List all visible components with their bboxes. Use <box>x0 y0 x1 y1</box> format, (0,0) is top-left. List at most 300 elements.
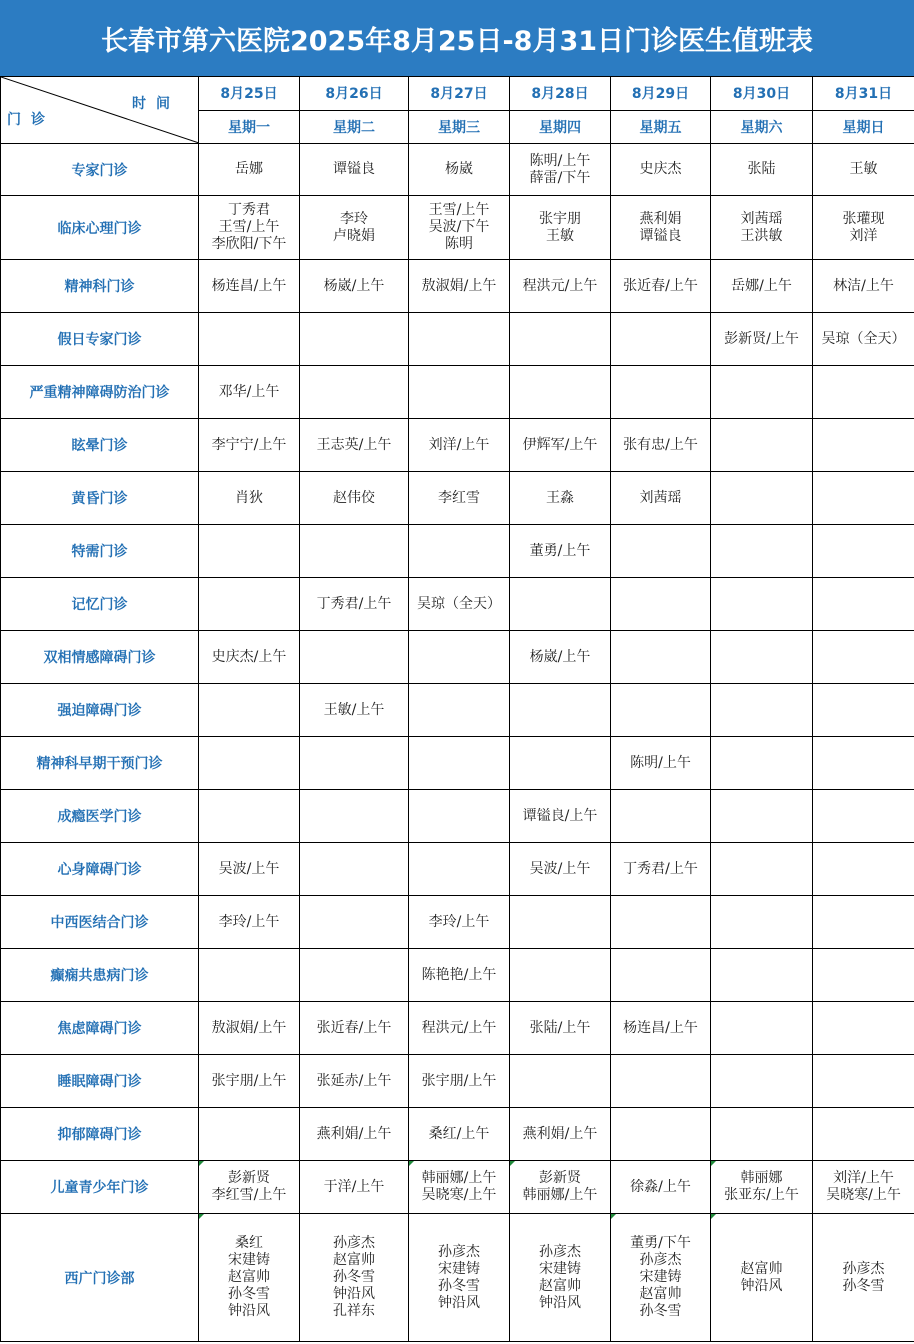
table-row <box>1 196 914 260</box>
schedule-cell <box>813 790 914 843</box>
schedule-cell <box>711 790 813 843</box>
doctor-entry: 孙冬雪 <box>438 1277 480 1294</box>
schedule-cell <box>813 684 914 737</box>
doctor-entry: 刘洋/上午 <box>428 436 490 453</box>
table-row <box>1 843 914 896</box>
doctor-entry: 赵富帅 <box>639 1286 682 1302</box>
schedule-cell <box>300 578 409 631</box>
schedule-cell <box>300 790 409 843</box>
doctor-entry: 赵富帅 <box>539 1277 581 1294</box>
date-header: 8月31日 <box>813 77 914 111</box>
table-row <box>1 419 914 472</box>
schedule-cell <box>409 1108 510 1161</box>
schedule-cell <box>199 1161 300 1214</box>
schedule-cell <box>300 313 409 366</box>
doctor-entry: 谭镒良 <box>333 161 375 177</box>
doctor-entry: 程洪元/上午 <box>421 1019 497 1036</box>
clinic-name: 焦虑障碍门诊 <box>1 1002 199 1055</box>
schedule-cell <box>300 1214 409 1342</box>
doctor-entry: 张宇朋/上午 <box>211 1072 287 1089</box>
doctor-entry: 孙彦杰 <box>539 1243 581 1260</box>
doctor-entry: 孔祥东 <box>333 1303 375 1319</box>
doctor-entry: 薛雷/下午 <box>529 169 591 186</box>
duty-schedule-table <box>0 76 914 1342</box>
schedule-cell <box>510 1108 611 1161</box>
doctor-entry: 李欣阳/下午 <box>211 236 287 252</box>
doctor-entry: 董勇/下午 <box>630 1235 691 1251</box>
doctor-entry: 王雪/上午 <box>428 202 490 218</box>
doctor-entry: 吴波/上午 <box>529 860 591 877</box>
schedule-cell <box>611 1214 711 1342</box>
clinic-name: 西广门诊部 <box>1 1214 199 1342</box>
date-header: 8月26日 <box>300 77 409 111</box>
schedule-cell <box>409 1055 510 1108</box>
table-row <box>1 790 914 843</box>
schedule-cell <box>199 896 300 949</box>
schedule-cell <box>300 419 409 472</box>
schedule-cell <box>711 1161 813 1214</box>
clinic-name: 儿童青少年门诊 <box>1 1161 199 1214</box>
schedule-cell <box>510 1055 611 1108</box>
doctor-entry: 彭新贤/上午 <box>724 330 799 347</box>
doctor-entry: 赵伟佼 <box>333 489 375 506</box>
schedule-cell <box>813 896 914 949</box>
schedule-cell <box>199 472 300 525</box>
doctor-entry: 敖淑娟/上午 <box>421 277 497 294</box>
clinic-name: 临床心理门诊 <box>1 196 199 260</box>
schedule-cell <box>199 1002 300 1055</box>
schedule-cell <box>611 525 711 578</box>
schedule-cell <box>300 1108 409 1161</box>
schedule-cell <box>611 843 711 896</box>
table-row <box>1 1161 914 1214</box>
schedule-cell <box>711 1002 813 1055</box>
schedule-cell <box>510 144 611 196</box>
schedule-cell <box>300 949 409 1002</box>
schedule-cell <box>611 419 711 472</box>
doctor-entry: 于洋/上午 <box>323 1178 385 1195</box>
schedule-cell <box>711 313 813 366</box>
doctor-entry: 李宁宁/上午 <box>211 436 287 453</box>
date-header: 8月30日 <box>711 77 813 111</box>
table-row <box>1 1214 914 1342</box>
schedule-cell <box>510 260 611 313</box>
schedule-cell <box>611 790 711 843</box>
schedule-cell <box>409 313 510 366</box>
schedule-cell <box>813 472 914 525</box>
doctor-entry: 彭新贤 <box>228 1170 270 1186</box>
doctor-entry: 杨崴/上午 <box>529 648 591 665</box>
schedule-cell <box>611 737 711 790</box>
schedule-cell <box>611 949 711 1002</box>
schedule-cell <box>510 196 611 260</box>
schedule-body <box>1 144 914 1342</box>
schedule-cell <box>510 843 611 896</box>
schedule-cell <box>199 949 300 1002</box>
doctor-entry: 王志英/上午 <box>316 436 392 453</box>
clinic-name: 特需门诊 <box>1 525 199 578</box>
doctor-entry: 李玲 <box>340 210 368 227</box>
date-header: 8月25日 <box>199 77 300 111</box>
schedule-cell <box>409 472 510 525</box>
schedule-cell <box>199 144 300 196</box>
schedule-cell <box>813 1161 914 1214</box>
schedule-cell <box>300 684 409 737</box>
doctor-entry: 敖淑娟/上午 <box>211 1019 287 1036</box>
doctor-entry: 陈明/上午 <box>529 152 591 169</box>
clinic-name: 成瘾医学门诊 <box>1 790 199 843</box>
doctor-entry: 吴晓寒/上午 <box>421 1187 497 1203</box>
schedule-cell <box>611 1055 711 1108</box>
doctor-entry: 陈明 <box>445 236 473 252</box>
table-row <box>1 949 914 1002</box>
schedule-cell <box>199 260 300 313</box>
doctor-entry: 张延赤/上午 <box>316 1072 392 1089</box>
schedule-cell <box>611 366 711 419</box>
doctor-entry: 孙冬雪 <box>842 1277 885 1294</box>
schedule-cell <box>711 472 813 525</box>
schedule-cell <box>199 1214 300 1342</box>
schedule-cell <box>300 472 409 525</box>
doctor-entry: 谭镒良 <box>639 227 682 244</box>
schedule-cell <box>510 1002 611 1055</box>
weekday-header: 星期六 <box>711 110 813 144</box>
doctor-entry: 张陆 <box>747 161 776 177</box>
table-row <box>1 896 914 949</box>
schedule-cell <box>510 366 611 419</box>
doctor-entry: 王敏/上午 <box>323 701 385 718</box>
clinic-name: 双相情感障碍门诊 <box>1 631 199 684</box>
doctor-entry: 李红雪/上午 <box>211 1187 287 1203</box>
schedule-cell <box>611 196 711 260</box>
schedule-cell <box>409 737 510 790</box>
schedule-cell <box>510 684 611 737</box>
schedule-cell <box>813 144 914 196</box>
doctor-entry: 伊辉军/上午 <box>522 436 598 453</box>
header-date-row <box>1 77 914 111</box>
doctor-entry: 张宇朋/上午 <box>421 1072 497 1089</box>
schedule-cell <box>300 896 409 949</box>
clinic-name: 记忆门诊 <box>1 578 199 631</box>
doctor-entry: 赵富帅 <box>740 1260 783 1277</box>
schedule-cell <box>300 366 409 419</box>
doctor-entry: 孙冬雪 <box>333 1269 375 1285</box>
doctor-entry: 孙彦杰 <box>639 1252 682 1268</box>
schedule-cell <box>711 949 813 1002</box>
schedule-cell <box>611 578 711 631</box>
doctor-entry: 宋建铸 <box>539 1260 581 1277</box>
doctor-entry: 吴琼（全天） <box>417 595 501 612</box>
clinic-name: 假日专家门诊 <box>1 313 199 366</box>
doctor-entry: 宋建铸 <box>228 1252 270 1268</box>
schedule-cell <box>409 366 510 419</box>
doctor-entry: 韩丽娜 <box>740 1170 783 1186</box>
doctor-entry: 钟沿风 <box>539 1294 581 1311</box>
doctor-entry: 陈明/上午 <box>630 754 691 771</box>
clinic-name: 抑郁障碍门诊 <box>1 1108 199 1161</box>
clinic-name: 眩晕门诊 <box>1 419 199 472</box>
schedule-cell <box>409 790 510 843</box>
schedule-cell <box>813 631 914 684</box>
schedule-cell <box>199 1055 300 1108</box>
doctor-entry: 刘洋 <box>849 227 878 244</box>
corner-header-cell <box>1 77 199 144</box>
doctor-entry: 赵富帅 <box>228 1269 270 1285</box>
weekday-header: 星期一 <box>199 110 300 144</box>
doctor-entry: 张有忠/上午 <box>623 436 698 453</box>
schedule-cell <box>711 1108 813 1161</box>
doctor-entry: 孙彦杰 <box>842 1260 885 1277</box>
table-row <box>1 472 914 525</box>
doctor-entry: 王敏 <box>849 161 878 177</box>
doctor-entry: 彭新贤 <box>539 1170 581 1186</box>
doctor-entry: 赵富帅 <box>333 1252 375 1268</box>
schedule-cell <box>409 843 510 896</box>
schedule-cell <box>813 366 914 419</box>
schedule-cell <box>199 843 300 896</box>
doctor-entry: 钟沿风 <box>438 1294 480 1311</box>
doctor-entry: 李玲/上午 <box>428 913 490 930</box>
schedule-cell <box>199 790 300 843</box>
doctor-entry: 钟沿风 <box>740 1277 783 1294</box>
weekday-header: 星期二 <box>300 110 409 144</box>
table-row <box>1 737 914 790</box>
table-row <box>1 366 914 419</box>
clinic-name: 精神科门诊 <box>1 260 199 313</box>
doctor-entry: 燕利娟/上午 <box>316 1125 392 1142</box>
doctor-entry: 孙冬雪 <box>228 1286 270 1302</box>
clinic-name: 心身障碍门诊 <box>1 843 199 896</box>
page-title: 长春市第六医院2025年8月25日-8月31日门诊医生值班表 <box>0 0 914 76</box>
schedule-cell <box>409 1002 510 1055</box>
table-row <box>1 578 914 631</box>
schedule-cell <box>711 196 813 260</box>
doctor-entry: 韩丽娜/上午 <box>522 1187 598 1203</box>
table-row <box>1 684 914 737</box>
schedule-cell <box>813 196 914 260</box>
schedule-cell <box>813 843 914 896</box>
doctor-entry: 吴波/上午 <box>218 860 280 877</box>
doctor-entry: 吴琼（全天） <box>821 330 906 347</box>
schedule-cell <box>611 472 711 525</box>
doctor-entry: 杨崴 <box>445 161 473 177</box>
weekday-header: 星期四 <box>510 110 611 144</box>
schedule-cell <box>199 684 300 737</box>
doctor-entry: 岳娜 <box>235 161 263 177</box>
schedule-cell <box>510 896 611 949</box>
schedule-cell <box>300 525 409 578</box>
clinic-name: 精神科早期干预门诊 <box>1 737 199 790</box>
doctor-entry: 钟沿风 <box>228 1303 270 1319</box>
schedule-cell <box>409 1214 510 1342</box>
clinic-name: 癫痫共患病门诊 <box>1 949 199 1002</box>
doctor-entry: 宋建铸 <box>639 1269 682 1285</box>
schedule-cell <box>199 419 300 472</box>
schedule-cell <box>813 578 914 631</box>
doctor-entry: 徐淼/上午 <box>630 1178 691 1195</box>
schedule-cell <box>813 260 914 313</box>
table-row <box>1 525 914 578</box>
schedule-cell <box>510 1214 611 1342</box>
weekday-header: 星期三 <box>409 110 510 144</box>
schedule-cell <box>711 1214 813 1342</box>
doctor-entry: 李红雪 <box>438 489 480 506</box>
schedule-cell <box>813 1055 914 1108</box>
doctor-entry: 燕利娟 <box>639 210 682 227</box>
doctor-entry: 李玲/上午 <box>218 913 280 930</box>
schedule-cell <box>711 737 813 790</box>
schedule-cell <box>510 578 611 631</box>
doctor-entry: 程洪元/上午 <box>522 277 598 294</box>
schedule-cell <box>711 631 813 684</box>
schedule-cell <box>813 1108 914 1161</box>
doctor-entry: 张亚东/上午 <box>724 1187 799 1203</box>
schedule-cell <box>510 419 611 472</box>
table-row <box>1 144 914 196</box>
doctor-entry: 钟沿风 <box>333 1286 375 1302</box>
doctor-entry: 韩丽娜/上午 <box>421 1170 497 1186</box>
schedule-cell <box>300 196 409 260</box>
schedule-cell <box>813 525 914 578</box>
schedule-cell <box>409 578 510 631</box>
doctor-entry: 宋建铸 <box>438 1260 480 1277</box>
schedule-cell <box>510 949 611 1002</box>
doctor-entry: 林洁/上午 <box>833 277 894 294</box>
schedule-cell <box>409 525 510 578</box>
schedule-cell <box>409 896 510 949</box>
doctor-entry: 张近春/上午 <box>623 277 698 294</box>
schedule-cell <box>300 1161 409 1214</box>
doctor-entry: 吴晓寒/上午 <box>826 1187 901 1203</box>
doctor-entry: 谭镒良/上午 <box>522 807 598 824</box>
schedule-cell <box>611 684 711 737</box>
doctor-entry: 肖狄 <box>235 489 263 506</box>
schedule-cell <box>711 525 813 578</box>
doctor-entry: 邓华/上午 <box>218 383 280 400</box>
doctor-entry: 王雪/上午 <box>218 219 280 235</box>
schedule-cell <box>813 949 914 1002</box>
schedule-cell <box>199 1108 300 1161</box>
doctor-entry: 吴波/下午 <box>428 219 490 235</box>
schedule-cell <box>409 419 510 472</box>
schedule-cell <box>711 578 813 631</box>
doctor-entry: 张陆/上午 <box>529 1019 591 1036</box>
doctor-entry: 杨连昌/上午 <box>211 277 287 294</box>
schedule-cell <box>199 196 300 260</box>
table-row <box>1 1002 914 1055</box>
schedule-cell <box>813 1002 914 1055</box>
schedule-cell <box>409 1161 510 1214</box>
schedule-cell <box>199 525 300 578</box>
schedule-cell <box>711 684 813 737</box>
schedule-cell <box>611 144 711 196</box>
schedule-cell <box>510 472 611 525</box>
schedule-cell <box>199 578 300 631</box>
doctor-entry: 王敏 <box>546 227 574 244</box>
schedule-cell <box>300 843 409 896</box>
schedule-cell <box>711 366 813 419</box>
schedule-cell <box>300 1002 409 1055</box>
schedule-cell <box>510 1161 611 1214</box>
schedule-cell <box>300 144 409 196</box>
doctor-entry: 王洪敏 <box>740 227 783 244</box>
doctor-entry: 杨连昌/上午 <box>623 1019 698 1036</box>
doctor-entry: 桑红/上午 <box>428 1125 490 1142</box>
doctor-entry: 孙彦杰 <box>438 1243 480 1260</box>
doctor-entry: 史庆杰 <box>639 161 682 177</box>
schedule-cell <box>300 737 409 790</box>
schedule-cell <box>611 313 711 366</box>
schedule-cell <box>409 260 510 313</box>
schedule-cell <box>611 1002 711 1055</box>
doctor-entry: 卢晓娟 <box>333 227 375 244</box>
schedule-cell <box>813 1214 914 1342</box>
schedule-cell <box>611 260 711 313</box>
schedule-cell <box>510 737 611 790</box>
clinic-name: 严重精神障碍防治门诊 <box>1 366 199 419</box>
corner-time-label: 时间 <box>132 96 180 112</box>
clinic-name: 中西医结合门诊 <box>1 896 199 949</box>
schedule-cell <box>300 260 409 313</box>
schedule-cell <box>199 313 300 366</box>
weekday-header: 星期日 <box>813 110 914 144</box>
schedule-cell <box>711 1055 813 1108</box>
date-header: 8月29日 <box>611 77 711 111</box>
doctor-entry: 董勇/上午 <box>529 542 591 559</box>
schedule-cell <box>510 313 611 366</box>
schedule-cell <box>199 631 300 684</box>
schedule-cell <box>711 896 813 949</box>
schedule-cell <box>711 260 813 313</box>
schedule-cell <box>300 631 409 684</box>
table-row <box>1 631 914 684</box>
schedule-cell <box>199 366 300 419</box>
doctor-entry: 丁秀君/上午 <box>623 860 698 877</box>
doctor-entry: 桑红 <box>235 1235 263 1251</box>
schedule-cell <box>611 1108 711 1161</box>
schedule-cell <box>409 684 510 737</box>
doctor-entry: 张宇朋 <box>539 210 581 227</box>
schedule-cell <box>611 896 711 949</box>
doctor-entry: 丁秀君/上午 <box>316 595 392 612</box>
schedule-cell <box>409 144 510 196</box>
doctor-entry: 杨崴/上午 <box>323 277 385 294</box>
doctor-entry: 孙彦杰 <box>333 1235 375 1251</box>
schedule-cell <box>510 525 611 578</box>
schedule-cell <box>813 419 914 472</box>
doctor-entry: 史庆杰/上午 <box>211 648 287 665</box>
doctor-entry: 岳娜/上午 <box>731 277 792 294</box>
schedule-cell <box>409 196 510 260</box>
schedule-cell <box>510 790 611 843</box>
clinic-name: 睡眠障碍门诊 <box>1 1055 199 1108</box>
doctor-entry: 孙冬雪 <box>639 1303 682 1319</box>
schedule-cell <box>409 631 510 684</box>
table-row <box>1 1108 914 1161</box>
schedule-cell <box>409 949 510 1002</box>
schedule-cell <box>199 737 300 790</box>
schedule-cell <box>510 631 611 684</box>
doctor-entry: 张瓘现 <box>842 210 885 227</box>
table-row <box>1 313 914 366</box>
doctor-entry: 丁秀君 <box>228 202 270 218</box>
date-header: 8月28日 <box>510 77 611 111</box>
clinic-name: 强迫障碍门诊 <box>1 684 199 737</box>
corner-clinic-label: 门诊 <box>7 112 55 128</box>
date-header: 8月27日 <box>409 77 510 111</box>
schedule-cell <box>611 1161 711 1214</box>
doctor-entry: 陈艳艳/上午 <box>421 966 497 983</box>
